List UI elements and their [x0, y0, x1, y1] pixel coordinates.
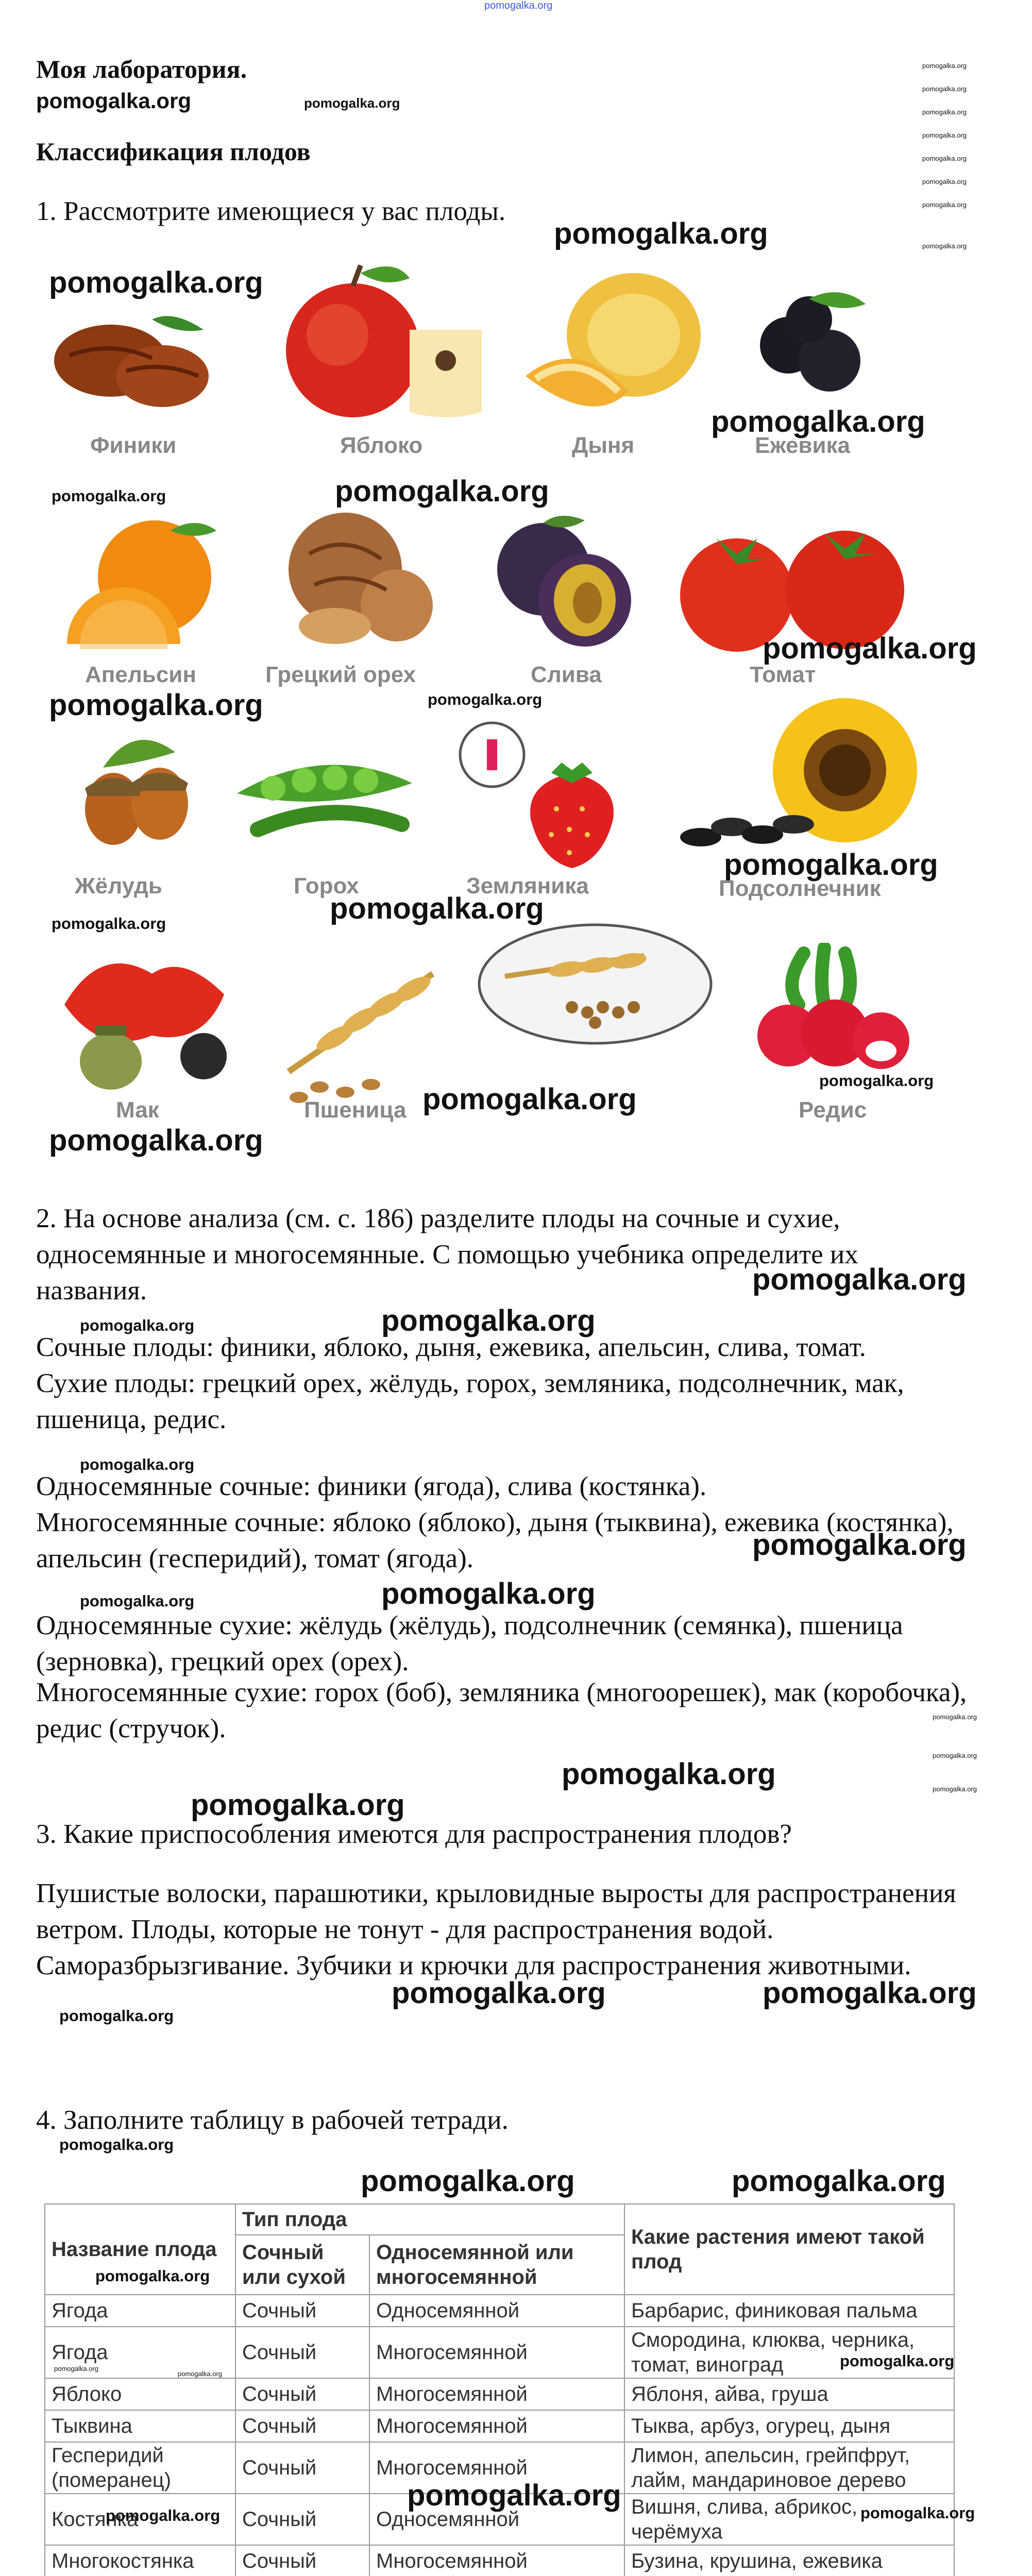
watermark: pomogalka.org: [922, 108, 967, 116]
sunflower-icon: [654, 698, 922, 873]
apple-icon: [276, 258, 492, 428]
cell-juicy: Сочный: [235, 2295, 369, 2327]
fruit-label: Горох: [294, 873, 359, 899]
cell-juicy: Сочный: [235, 2545, 369, 2576]
watermark: pomogalka.org: [752, 1528, 967, 1562]
fruit-label: Пшеница: [304, 1097, 407, 1123]
watermark: pomogalka.org: [80, 1455, 195, 1473]
watermark: pomogalka.org: [304, 95, 400, 111]
blackberry-icon: [747, 289, 881, 407]
header-seeds: Односемянной или многосемянной: [369, 2235, 624, 2295]
strawberry-icon: [515, 752, 629, 871]
section-title: Классификация плодов: [36, 137, 311, 166]
wheat-seeds-oval-icon: [474, 920, 716, 1048]
fruit-label: Подсолнечник: [719, 876, 881, 901]
header-name: Название плода: [45, 2204, 235, 2295]
watermark: pomogalka.org: [922, 85, 967, 93]
cell-name: Гесперидий (померанец): [45, 2442, 235, 2494]
cell-seeds: Многосемянной: [369, 2545, 624, 2576]
acorn-icon: [72, 721, 206, 850]
watermark: pomogalka.org: [732, 2164, 946, 2198]
watermark: pomogalka.org: [52, 914, 166, 933]
answer-2-single-juicy: Односемянные сочные: финики (ягода), слива (костянка).: [36, 1471, 707, 1501]
radish-icon: [726, 943, 927, 1077]
fruit-label: Апельсин: [85, 662, 196, 687]
cell-name: Костянка: [45, 2494, 235, 2545]
table-row: [45, 2545, 954, 2576]
header-plants: Какие растения имеют такой плод: [624, 2204, 954, 2295]
watermark: pomogalka.org: [335, 474, 549, 508]
cell-plants: Тыква, арбуз, огурец, дыня: [624, 2410, 954, 2442]
answer-2-juicy: Сочные плоды: финики, яблоко, дыня, ежевика, апельсин, слива, томат.: [36, 1332, 866, 1362]
watermark: pomogalka.org: [922, 155, 967, 162]
watermark: pomogalka.org: [428, 690, 543, 708]
cell-plants: Бузина, крушина, ежевика: [624, 2545, 954, 2576]
watermark: pomogalka.org: [49, 1124, 263, 1157]
cell-seeds: Многосемянной: [369, 2442, 624, 2494]
question-2: 2. На основе анализа (см. с. 186) разделите плоды на сочные и сухие, односемянные и многосемянные. С помощью учебника определите их названия.: [36, 1204, 858, 1306]
watermark-top: pomogalka.org: [484, 0, 553, 11]
watermark: pomogalka.org: [860, 2504, 975, 2522]
page-title: Моя лаборатория.: [36, 55, 247, 83]
watermark: pomogalka.org: [724, 848, 938, 882]
watermark: pomogalka.org: [330, 892, 544, 925]
watermark: pomogalka.org: [361, 2164, 575, 2198]
fruit-label: Финики: [90, 433, 177, 458]
watermark: pomogalka.org: [52, 487, 166, 505]
watermark: pomogalka.org: [381, 1577, 596, 1611]
watermark: pomogalka.org: [933, 1752, 977, 1759]
watermark: pomogalka.org: [554, 217, 768, 250]
cell-seeds: Многосемянной: [369, 2378, 624, 2410]
watermark: pomogalka.org: [54, 2365, 98, 2372]
walnut-icon: [278, 502, 443, 647]
dates-icon: [49, 299, 219, 422]
cell-plants: Смородина, клюква, черника, томат, виноград: [624, 2327, 954, 2378]
fruit-label: Ежевика: [755, 433, 851, 458]
answer-2-multi-juicy: Многосемянные сочные: яблоко (яблоко), дыня (тыквина), ежевика (костянка), апельсин (гесперидий), томат (ягода).: [36, 1507, 954, 1573]
cell-name: Ягода: [45, 2295, 235, 2327]
watermark: pomogalka.org: [819, 1072, 934, 1090]
fruit-label: Мак: [116, 1097, 159, 1123]
question-1: 1. Рассмотрите имеющиеся у вас плоды.: [36, 196, 506, 226]
watermark: pomogalka.org: [922, 201, 967, 209]
watermark: pomogalka.org: [922, 131, 967, 139]
watermark: pomogalka.org: [36, 89, 192, 113]
orange-icon: [52, 515, 222, 649]
cell-name: Яблоко: [45, 2378, 235, 2410]
watermark: pomogalka.org: [49, 688, 263, 722]
watermark: pomogalka.org: [752, 1263, 967, 1296]
cell-juicy: Сочный: [235, 2494, 369, 2545]
watermark: pomogalka.org: [49, 266, 263, 299]
watermark: pomogalka.org: [562, 1757, 776, 1791]
cell-plants: Вишня, слива, абрикос, черёмуха: [624, 2494, 954, 2545]
fruit-label: Яблоко: [340, 433, 423, 458]
cell-seeds: Односемянной: [369, 2295, 624, 2327]
question-4: 4. Заполните таблицу в рабочей тетради.: [36, 2105, 509, 2135]
melon-icon: [515, 263, 701, 428]
header-juicy: Сочный или сухой: [235, 2235, 369, 2295]
table-body: [45, 2295, 954, 2576]
watermark: pomogalka.org: [80, 1316, 195, 1334]
cell-juicy: Сочный: [235, 2410, 369, 2442]
peas-icon: [227, 732, 422, 850]
watermark: pomogalka.org: [59, 2007, 174, 2025]
fruit-label: Жёлудь: [75, 873, 162, 899]
watermark: pomogalka.org: [840, 2352, 955, 2370]
table-row: [45, 2295, 954, 2327]
watermark: pomogalka.org: [191, 1788, 405, 1822]
cell-plants: Яблоня, айва, груша: [624, 2378, 954, 2410]
cell-seeds: Односемянной: [369, 2494, 624, 2545]
watermark: pomogalka.org: [407, 2479, 621, 2512]
watermark: pomogalka.org: [933, 1713, 977, 1721]
fruit-label: Томат: [750, 662, 816, 687]
watermark: pomogalka.org: [392, 1976, 606, 2010]
watermark: pomogalka.org: [922, 242, 967, 250]
table-row: [45, 2378, 954, 2410]
answer-3: Пушистые волоски, парашютики, крыловидные выросты для распространения ветром. Плоды, которые не тонут - для распространения водой. Саморазбрызгивание. Зубчики и крючки для распространения животными.: [36, 1878, 956, 1980]
cell-seeds: Многосемянной: [369, 2410, 624, 2442]
answer-2-single-dry: Односемянные сухие: жёлудь (жёлудь), подсолнечник (семянка), пшеница (зерновка), грецкий орех (орех).: [36, 1611, 903, 1676]
fruit-label: Редис: [799, 1097, 867, 1123]
fruit-label: Слива: [531, 662, 602, 687]
question-3: 3. Какие приспособления имеются для распространения плодов?: [36, 1819, 792, 1849]
watermark: pomogalka.org: [763, 632, 977, 665]
answer-2-multi-dry: Многосемянные сухие: горох (боб), земляника (многоорешек), мак (коробочка), редис (стручок).: [36, 1677, 967, 1743]
watermark: pomogalka.org: [381, 1304, 596, 1337]
cell-juicy: Сочный: [235, 2327, 369, 2378]
watermark: pomogalka.org: [95, 2267, 210, 2285]
cell-plants: Барбарис, финиковая пальма: [624, 2295, 954, 2327]
watermark: pomogalka.org: [59, 2136, 174, 2154]
watermark: pomogalka.org: [922, 62, 967, 70]
fruit-label: Земляника: [466, 873, 589, 899]
watermark: pomogalka.org: [922, 178, 967, 185]
cell-juicy: Сочный: [235, 2442, 369, 2494]
cell-name: Тыквина: [45, 2410, 235, 2442]
fruit-label: Дыня: [572, 433, 635, 458]
cell-seeds: Многосемянной: [369, 2327, 624, 2378]
watermark: pomogalka.org: [763, 1976, 977, 2010]
cell-name: Многокостянка: [45, 2545, 235, 2576]
watermark: pomogalka.org: [711, 405, 925, 438]
answer-2-dry: Сухие плоды: грецкий орех, жёлудь, горох, земляника, подсолнечник, мак, пшеница, редис.: [36, 1368, 904, 1434]
watermark: pomogalka.org: [933, 1785, 977, 1793]
table-row: [45, 2410, 954, 2442]
watermark: pomogalka.org: [80, 1592, 195, 1610]
poppy-icon: [49, 933, 255, 1103]
watermark: pomogalka.org: [422, 1082, 637, 1116]
cell-plants: Лимон, апельсин, грейпфрут, лайм, мандариновое дерево: [624, 2442, 954, 2494]
fruit-label: Грецкий орех: [265, 662, 416, 687]
cell-name: Ягода: [45, 2327, 235, 2378]
cell-juicy: Сочный: [235, 2378, 369, 2410]
watermark: pomogalka.org: [106, 2506, 221, 2524]
plum-icon: [487, 513, 641, 652]
header-type: Тип плода: [235, 2204, 624, 2235]
watermark: pomogalka.org: [178, 2370, 222, 2378]
